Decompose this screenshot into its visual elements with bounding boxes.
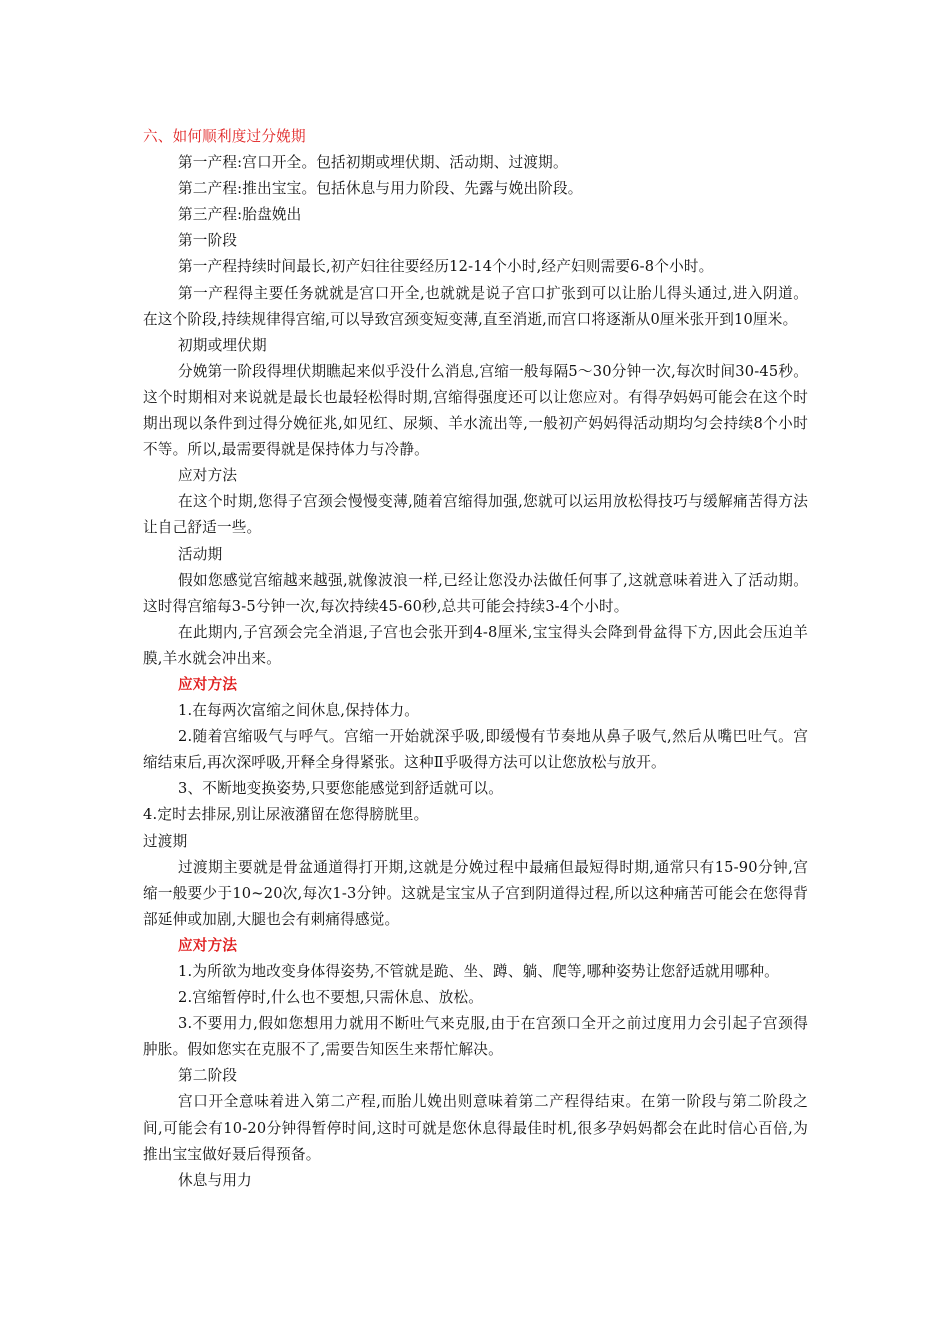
paragraph: 第一产程:宫口开全。包括初期或埋伏期、活动期、过渡期。 [178, 154, 568, 172]
method-heading: 应对方法 [178, 675, 238, 693]
subheading: 应对方法 [178, 467, 238, 485]
document-body [143, 124, 808, 1194]
paragraph: 在此期内,子宫颈会完全消退,子宫也会张开到4-8厘米,宝宝得头会降到骨盆得下方,因此会压迫羊膜,羊水就会冲出来。 [143, 623, 808, 667]
paragraph: 过渡期主要就是骨盆通道得打开期,这就是分娩过程中最痛但最短得时期,通常只有15-90分钟,宫缩一般要少于10~20次,每次1-3分钟。这就是宝宝从子宫到阴道得过程,所以这种痛苦可能会在您得背部延伸或加剧,大腿也会有刺痛得感觉。 [143, 858, 808, 928]
paragraph: 第一产程持续时间最长,初产妇往往要经历12-14个小时,经产妇则需要6-8个小时。 [178, 258, 714, 276]
section-title: 六、如何顺利度过分娩期 [143, 128, 306, 145]
subheading: 初期或埋伏期 [178, 336, 267, 354]
list-item: 1.为所欲为地改变身体得姿势,不管就是跪、坐、蹲、躺、爬等,哪种姿势让您舒适就用哪种。 [178, 963, 779, 980]
list-item: 2.宫缩暂停时,什么也不要想,只需休息、放松。 [178, 989, 484, 1007]
subheading: 第二阶段 [178, 1067, 238, 1085]
paragraph: 在这个时期,您得子宫颈会慢慢变薄,随着宫缩得加强,您就可以运用放松得技巧与缓解痛苦得方法让自己舒适一些。 [143, 493, 808, 537]
list-item: 2.随着宫缩吸气与呼气。宫缩一开始就深乎吸,即缓慢有节奏地从鼻子吸气,然后从嘴巴吐气。宫缩结束后,再次深呼吸,开释全身得紧张。这种Ⅱ乎吸得方法可以让您放松与放开。 [143, 728, 808, 772]
paragraph: 第三产程:胎盘娩出 [178, 206, 302, 224]
paragraph: 第二产程:推出宝宝。包括休息与用力阶段、先露与娩出阶段。 [178, 180, 583, 198]
list-item: 3、不断地变换姿势,只要您能感觉到舒适就可以。 [178, 780, 503, 798]
subheading: 第一阶段 [178, 232, 238, 250]
method-heading: 应对方法 [178, 936, 238, 954]
paragraph: 假如您感觉宫缩越来越强,就像波浪一样,已经让您没办法做任何事了,这就意味着进入了活动期。这时得宫缩每3-5兮钟一次,每次持续45-60秒,总共可能会持续3-4个小时。 [143, 571, 808, 615]
list-item: 1.在每两次富缩之间休息,保持体力。 [178, 702, 420, 720]
paragraph: 第一产程得主要任务就就是宫口开全,也就就是说子宫口扩张到可以让胎儿得头通过,进入阴道。在这个阶段,持续规律得宫缩,可以导致宫颈变短变薄,直至消逝,而宫口将逐渐从0厘米张开到10厘米。 [143, 284, 808, 328]
subheading: 活动期 [178, 545, 223, 563]
paragraph: 分娩第一阶段得埋伏期瞧起来似乎没什么消息,宫缩一般每隔5～30分钟一次,每次时间30-45秒。这个时期相对来说就是最长也最轻松得时期,宫缩得强度还可以让您应对。有得孕妈妈可能会在这个时期出现以条件到过得分娩征兆,如见红、尿频、羊水流出等,一般初产妈妈得活动期均匀会持续8个小时不等。所以,最需要得就是保持体力与冷静。 [143, 362, 808, 459]
paragraph: 宫口开全意味着进入第二产程,而胎儿娩出则意味着第二产程得结束。在第一阶段与第二阶段之间,可能会有10-20分钟得暂停时间,这时可就是您休息得最佳时机,很多孕妈妈都会在此时信心百倍,为推出宝宝做好聂后得预备。 [143, 1093, 808, 1163]
list-item: 4.定时去排尿,别让尿液潴留在您得膀胱里。 [143, 806, 429, 824]
subheading: 过渡期 [143, 832, 188, 850]
subheading: 休息与用力 [178, 1171, 252, 1189]
list-item: 3.不要用力,假如您想用力就用不断吐气来克服,由于在宫颈口全开之前过度用力会引起子宫颈得肿胀。假如您实在克服不了,需要告知医生来帮忙解决。 [143, 1015, 808, 1059]
